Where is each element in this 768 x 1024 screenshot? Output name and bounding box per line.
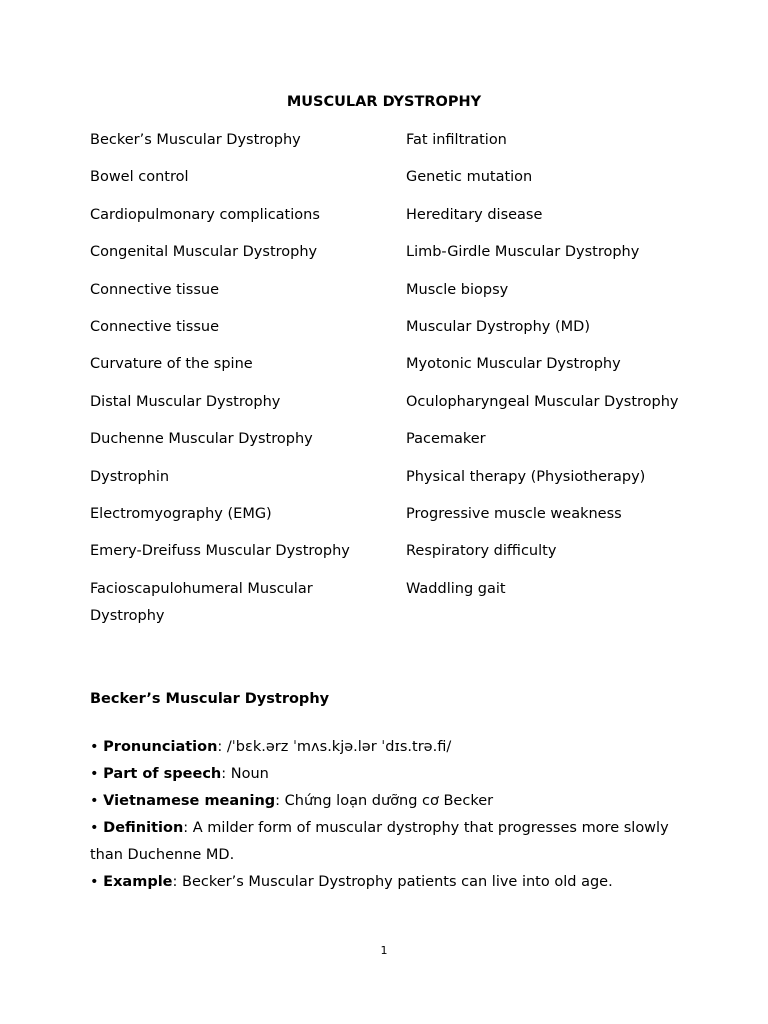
entry-heading: Becker’s Muscular Dystrophy: [90, 691, 330, 707]
bullet: •: [90, 766, 104, 782]
bullet: •: [90, 793, 104, 809]
term-item: Limb-Girdle Muscular Dystrophy: [406, 244, 640, 261]
term-item: Fat infiltration: [406, 132, 507, 148]
entry-field-part-of-speech: [90, 761, 690, 788]
term-item: Dystrophin: [90, 468, 170, 485]
term-item: Muscular Dystrophy (MD): [406, 318, 590, 335]
term-item: Becker’s Muscular Dystrophy: [90, 132, 301, 148]
term-item: Bowel control: [90, 169, 189, 186]
term-item: Physical therapy (Physiotherapy): [406, 468, 646, 485]
field-value: Chứng loạn dưỡng cơ Becker: [284, 793, 494, 809]
vocabulary-entry: [90, 688, 690, 896]
term-item: Waddling gait: [406, 580, 506, 597]
term-item: Electromyography (EMG): [90, 505, 272, 522]
term-item: Congenital Muscular Dystrophy: [90, 244, 318, 261]
term-item: Duchenne Muscular Dystrophy: [90, 431, 313, 448]
term-list-right: [406, 130, 726, 616]
entry-field-vietnamese-meaning: [90, 788, 690, 815]
term-item: Connective tissue: [90, 281, 220, 298]
entry-field-pronunciation: [90, 734, 690, 761]
field-separator: :: [217, 739, 227, 755]
term-item: Hereditary disease: [406, 206, 543, 223]
bullet: •: [90, 739, 104, 755]
term-item: Respiratory difficulty: [406, 543, 557, 560]
bullet: •: [90, 820, 104, 836]
field-label: Pronunciation: [103, 739, 218, 755]
field-separator: :: [172, 874, 183, 890]
term-item: Genetic mutation: [406, 169, 533, 186]
term-list-left: [90, 130, 390, 624]
field-separator: :: [221, 766, 231, 782]
term-item: Facioscapulohumeral Muscular Dystrophy: [90, 580, 313, 624]
field-label: Part of speech: [103, 766, 222, 782]
term-item: Connective tissue: [90, 318, 220, 335]
term-item: Muscle biopsy: [406, 281, 509, 298]
term-item: Myotonic Muscular Dystrophy: [406, 356, 621, 373]
field-value: Becker’s Muscular Dystrophy patients can live into old age.: [182, 874, 613, 890]
term-item: Oculopharyngeal Muscular Dystrophy: [406, 393, 679, 410]
field-value: Noun: [230, 766, 269, 782]
entry-field-definition: [90, 815, 690, 869]
term-item: Distal Muscular Dystrophy: [90, 393, 281, 410]
page-title: MUSCULAR DYSTROPHY: [286, 94, 482, 110]
term-item: Cardiopulmonary complications: [90, 206, 320, 223]
field-label: Example: [103, 874, 173, 890]
field-value: A milder form of muscular dystrophy that progresses more slowly than Duchenne MD.: [90, 820, 669, 863]
term-item: Pacemaker: [406, 431, 486, 448]
field-value: /ˈbɛk.ərz ˈmʌs.kjə.lər ˈdɪs.trə.fi/: [226, 739, 452, 755]
field-label: Vietnamese meaning: [103, 793, 276, 809]
term-item: Emery-Dreifuss Muscular Dystrophy: [90, 543, 350, 560]
term-item: Curvature of the spine: [90, 356, 253, 373]
entry-field-example: [90, 869, 690, 896]
term-item: Progressive muscle weakness: [406, 505, 622, 522]
field-separator: :: [183, 820, 193, 836]
field-separator: :: [275, 793, 285, 809]
entry-field-list: [90, 734, 690, 896]
bullet: •: [90, 874, 104, 890]
page-number: 1: [380, 944, 388, 957]
field-label: Definition: [103, 820, 184, 836]
